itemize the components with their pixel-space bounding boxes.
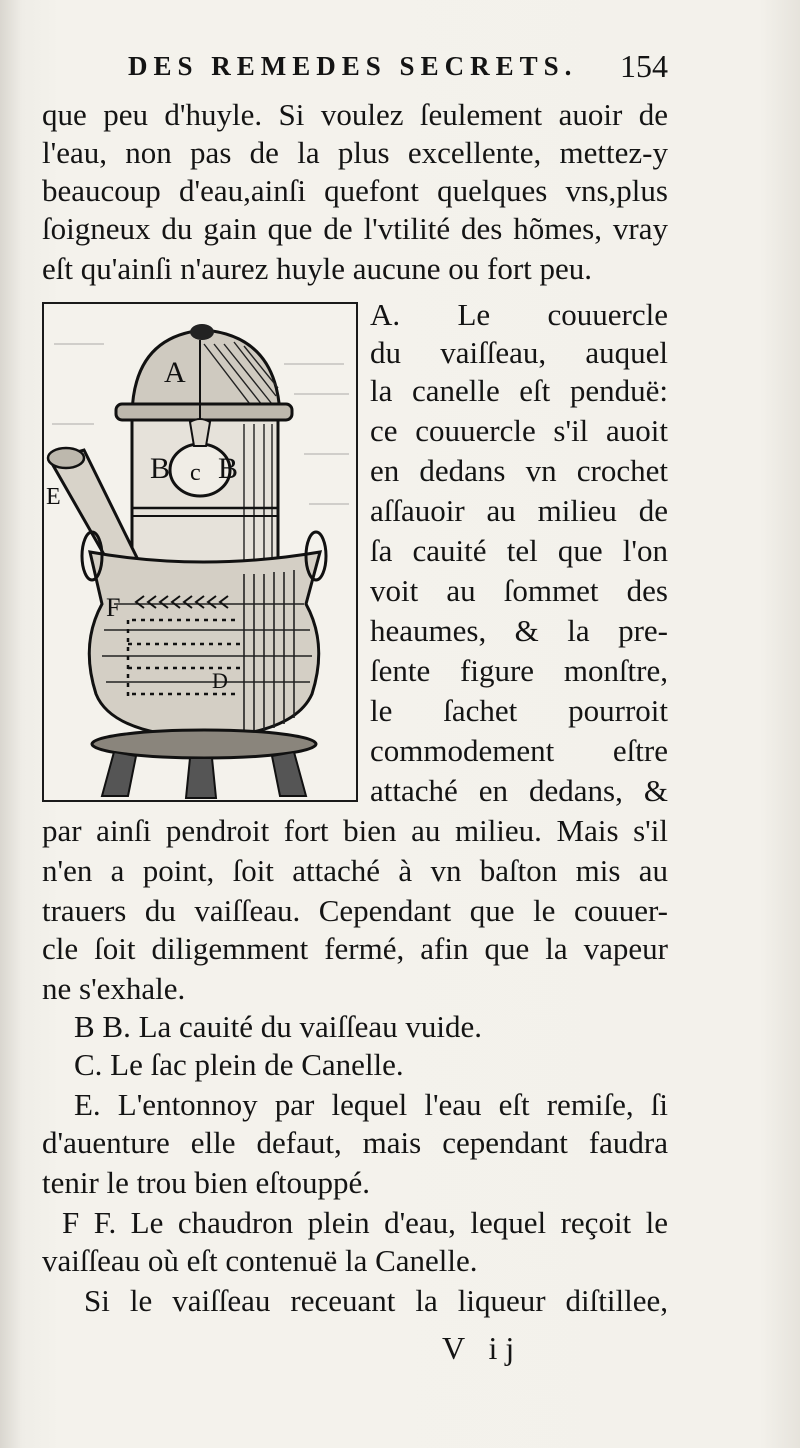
text-line: aſſauoir au milieu de (370, 493, 668, 528)
text-line: du vaiſſeau, auquel (370, 335, 668, 370)
figure-label-b-right: B (218, 452, 239, 485)
text-line: le ſachet pourroit (370, 693, 668, 728)
text-line: trauers du vaiſſeau. Cependant que le couuer- (42, 893, 668, 928)
page-number: 154 (620, 47, 668, 84)
text-line: cle ſoit diligemment fermé, afin que la vapeur (42, 931, 668, 966)
distillation-vessel-drawing (44, 304, 360, 804)
text-line: ſente figure monſtre, (370, 653, 668, 688)
legend-item: vaiſſeau où eſt contenuë la Canelle. (42, 1243, 478, 1278)
text-line: la canelle eſt penduë: (370, 373, 668, 408)
running-head (128, 46, 668, 86)
text-line: commodement eſtre (370, 733, 668, 768)
text-line: beaucoup d'eau,ainſi quefont quelques vns,plus (42, 173, 668, 208)
figure-label-c: c (190, 460, 201, 486)
figure-label-e: E (46, 484, 61, 510)
legend-item: B B. La cauité du vaiſſeau vuide. (74, 1009, 483, 1044)
figure-label-a: A (164, 356, 186, 389)
text-line: l'eau, non pas de la plus excellente, mettez-y (42, 135, 668, 170)
text-line: ne s'exhale. (42, 971, 186, 1006)
woodcut-illustration (42, 302, 358, 802)
text-line: en dedans vn crochet (370, 453, 668, 488)
legend-item: F F. Le chaudron plein d'eau, lequel reçoit le (62, 1205, 668, 1240)
legend-item: C. Le ſac plein de Canelle. (74, 1047, 404, 1082)
text-line: Si le vaiſſeau receuant la liqueur diſtillee, (84, 1283, 668, 1318)
text-line: ſa cauité tel que l'on (370, 533, 668, 568)
running-title: DES REMEDES SECRETS. (128, 50, 578, 81)
figure-label-b-left: B (150, 452, 171, 485)
legend-item: d'auenture elle defaut, mais cependant faudra (42, 1125, 668, 1160)
text-line: eſt qu'ainſi n'aurez huyle aucune ou fort peu. (42, 251, 593, 286)
text-line: par ainſi pendroit fort bien au milieu. Mais s'il (42, 813, 668, 848)
legend-item: tenir le trou bien eſtouppé. (42, 1165, 370, 1200)
text-line: ſoigneux du gain que de l'vtilité des hõmes, vray (42, 211, 668, 246)
text-line: attaché en dedans, & (370, 773, 668, 808)
signature-mark: V ij (442, 1330, 523, 1366)
text-line: que peu d'huyle. Si voulez ſeulement auoir de (42, 97, 668, 132)
figure-label-d: D (212, 668, 228, 693)
text-line: ce couuercle s'il auoit (370, 413, 668, 448)
text-line: heaumes, & la pre- (370, 613, 668, 648)
legend-item: E. L'entonnoy par lequel l'eau eſt remiſe, ſi (74, 1087, 668, 1122)
text-line: voit au ſommet des (370, 573, 668, 608)
text-line: n'en a point, ſoit attaché à vn baſton mis au (42, 853, 668, 888)
text-line: A. Le couuercle (370, 297, 668, 332)
figure-label-f: F (106, 593, 121, 622)
